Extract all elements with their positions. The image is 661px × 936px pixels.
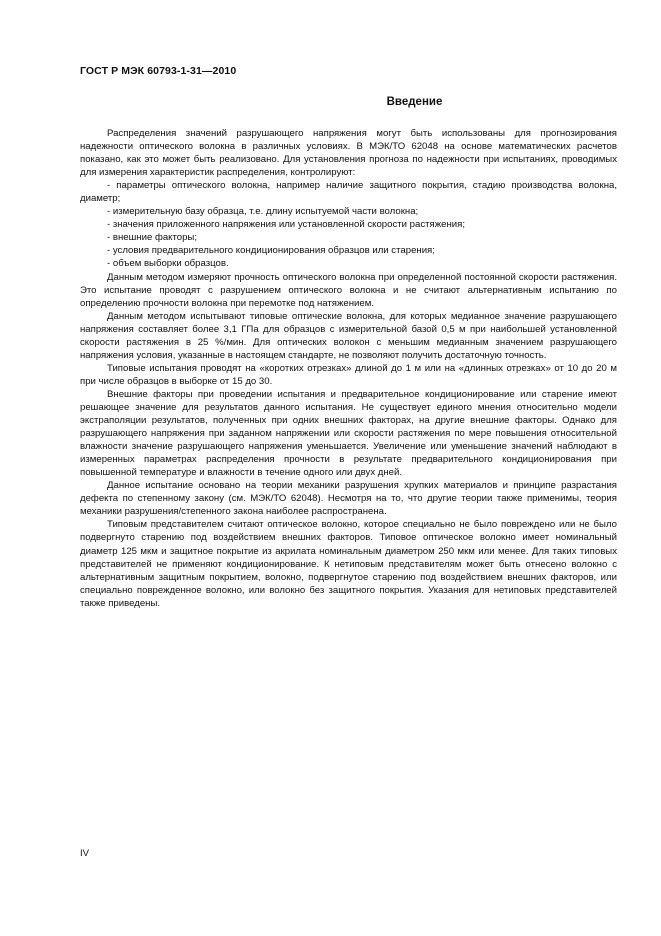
- list-item: - параметры оптического волокна, например наличие защитного покрытия, стадию производства волокна, диаметр;: [80, 180, 617, 205]
- page-number: IV: [80, 848, 90, 859]
- list-item: - внешние факторы;: [107, 232, 197, 244]
- paragraph-typical-fibers: Данным методом испытывают типовые оптические волокна, для которых медианное значение разрушающего напряжения составляет более 3,1 ГПа для образцов с измерительной базой 0,5 м при наибольшей установленной скорости растяжения в 25 %/мин. Для оптических волокон с меньшим медианным значением разрушающего напряжения условия, указанные в настоящем стандарте, не позволяют получить достаточную точность.: [80, 310, 617, 361]
- paragraph-theory: Данное испытание основано на теории механики разрушения хрупких материалов и принципе разрастания дефекта по степенному закону (см. МЭК/ТО 62048). Несмотря на то, что другие теории также применимы, теория механики разрушения/степенного закона наиболее распространена.: [80, 480, 617, 518]
- paragraph-method: Данным методом измеряют прочность оптического волокна при определенной постоянной скорости растяжения. Это испытание проводят с разрушением оптического волокна и не считают альтернативным испытанию по определению прочности волокна при перемотке под натяжением.: [80, 271, 617, 309]
- document-body: [80, 127, 617, 610]
- list-item: - условия предварительного кондиционирования образцов или старения;: [107, 245, 435, 257]
- paragraph-intro: Распределения значений разрушающего напряжения могут быть использованы для прогнозирования надежности оптического волокна в различных условиях. В МЭК/ТО 62048 на основе математических расчетов показано, как это может быть реализовано. Для установления прогноза по надежности при испытаниях, проводимых для измерения характеристик распределения, контролируют:: [80, 128, 617, 179]
- standard-header: ГОСТ Р МЭК 60793-1-31—2010: [80, 65, 237, 77]
- paragraph-external-factors: Внешние факторы при проведении испытания и предварительное кондиционирование или старение имеют решающее значение для результатов данного испытания. Не существует единого мнения относительно модели экстраполяции результатов, полученных при одних внешних факторах, на другие внешние факторы. Однако для разрушающего напряжения при заданном напряжении или скорости растяжения по мере повышения относительной влажности значение разрушающего напряжения уменьшается. Увеличение или уменьшение значений наблюдают в измеренных параметрах распределения прочности в результате предварительного кондиционирования при повышенной температуре и влажности в течение одного или двух дней.: [80, 388, 617, 479]
- list-item: - измерительную базу образца, т.е. длину испытуемой части волокна;: [107, 206, 419, 218]
- section-title: Введение: [386, 96, 443, 108]
- list-item: - объем выборки образцов.: [107, 258, 229, 270]
- list-item: - значения приложенного напряжения или установленной скорости растяжения;: [107, 219, 465, 231]
- paragraph-test-lengths: Типовые испытания проводят на «коротких отрезках» длиной до 1 м или на «длинных отрезках» от 10 до 20 м при числе образцов в выборке от 15 до 30.: [80, 362, 617, 387]
- paragraph-representatives: Типовым представителем считают оптическое волокно, которое специально не было повреждено или не было подвергнуто старению под воздействием внешних факторов. Типовое оптическое волокно имеет номинальный диаметр 125 мкм и защитное покрытие из акрилата номинальным диаметром 250 мкм или менее. Для таких типовых представителей не применяют кондиционирование. К нетиповым представителям может быть отнесено волокно с альтернативным защитным покрытием, волокно, подвергнутое старению под воздействием внешних факторов, или специально поврежденное волокно, или волокно без защитного покрытия. Указания для нетиповых представителей также приведены.: [80, 519, 617, 609]
